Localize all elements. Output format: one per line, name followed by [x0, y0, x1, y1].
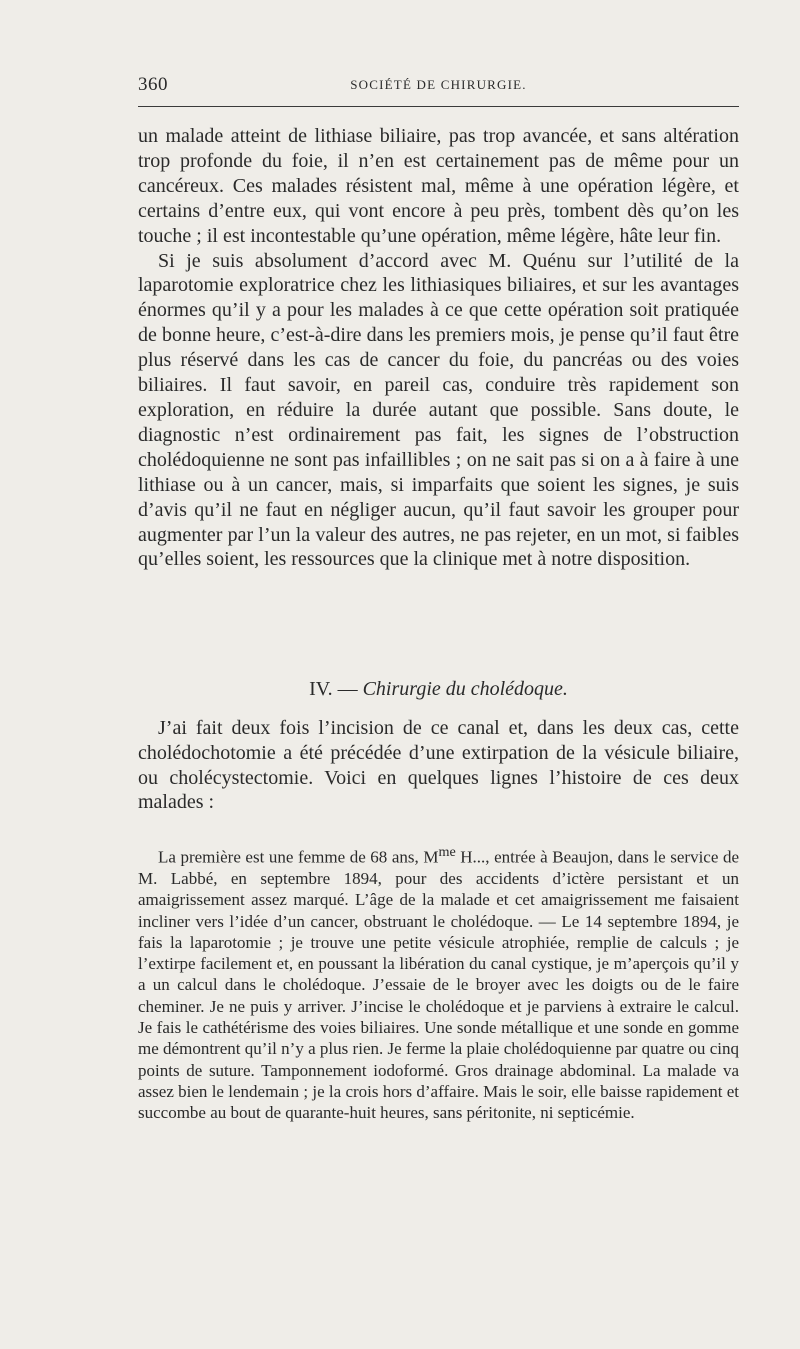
- section-number: IV. —: [309, 678, 358, 700]
- case-report: [138, 842, 739, 1124]
- header-rule: [138, 106, 739, 107]
- body-text: [138, 124, 739, 572]
- section-intro: [138, 716, 739, 815]
- page-header: [138, 74, 739, 100]
- paragraph: J’ai fait deux fois l’incision de ce canal et, dans les deux cas, cette cholédochotomie a été précédée d’une extirpation de la vésicule biliaire, ou cholécystectomie. Voici en quelques lignes l’histoire de ces deux malades :: [138, 717, 739, 814]
- page-number: 360: [138, 74, 168, 95]
- running-head: SOCIÉTÉ DE CHIRURGIE.: [350, 77, 527, 92]
- case-text-rest: H..., entrée à Beaujon, dans le service de M. Labbé, en septembre 1894, pour des accidents d’ictère persistant et un amaigrissement assez marqué. L’âge de la malade et cet amaigrissement me faisaient incliner vers l’idée d’un cancer, obstruant le cholédoque. — Le 14 septembre 1894, je fais la laparotomie ; je trouve une petite vésicule atrophiée, remplie de calculs ; je l’extirpe facilement et, en poussant la libération du canal cystique, je m’aperçois qu’il y a un calcul dans le cholédoque. J’essaie de le broyer avec les doigts ou de le faire cheminer. Je ne puis y arriver. J’incise le cholédoque et je parviens à extraire le calcul. Je fais le cathétérisme des voies biliaires. Une sonde métallique et une sonde en gomme me démontrent qu’il n’y a plus rien. Je ferme la plaie cholédoquienne par quatre ou cinq points de suture. Tamponnement iodoformé. Gros drainage abdominal. La malade va assez bien le lendemain ; je la crois hors d’affaire. Mais le soir, elle baisse rapidement et succombe au bout de quarante-huit heures, sans péritonite, ni septicémie.: [138, 847, 739, 1123]
- paragraph: Si je suis absolument d’accord avec M. Quénu sur l’utilité de la laparotomie exploratrice chez les lithiasiques biliaires, et sur les avantages énormes qu’il y a pour les malades à ce que cette opération soit pratiquée de bonne heure, c’est-à-dire dans les premiers mois, je pense qu’il faut être plus réservé dans les cas de cancer du foie, du pancréas ou des voies biliaires. Il faut savoir, en pareil cas, conduire très rapidement son exploration, en réduire la durée autant que possible. Sans doute, le diagnostic n’est ordinairement pas fait, les signes de l’obstruction cholédoquienne ne sont pas infaillibles ; on ne sait pas si on a à faire à une lithiase ou à un cancer, mais, si imparfaits que soient les signes, je suis d’avis qu’il ne faut en négliger aucun, qu’il faut savoir les grouper pour augmenter par l’un la valeur des autres, ne pas rejeter, en un mot, si faibles qu’elles soient, les ressources que la clinique met à notre disposition.: [138, 249, 739, 571]
- section-heading: [138, 678, 739, 701]
- case-superscript: me: [438, 844, 456, 860]
- paragraph: un malade atteint de lithiase biliaire, pas trop avancée, et sans altération trop profonde du foie, il n’en est certainement pas de même pour un cancéreux. Ces malades résistent mal, même à une opération légère, et certains d’entre eux, qui vont encore à peu près, tombent dès qu’on les touche ; il est incontestable qu’une opération, même légère, hâte leur fin.: [138, 125, 739, 247]
- case-report-paragraph: [138, 842, 739, 1124]
- section-title: Chirurgie du cholédoque.: [362, 678, 568, 700]
- case-text-start: La première est une femme de 68 ans, M: [158, 847, 439, 867]
